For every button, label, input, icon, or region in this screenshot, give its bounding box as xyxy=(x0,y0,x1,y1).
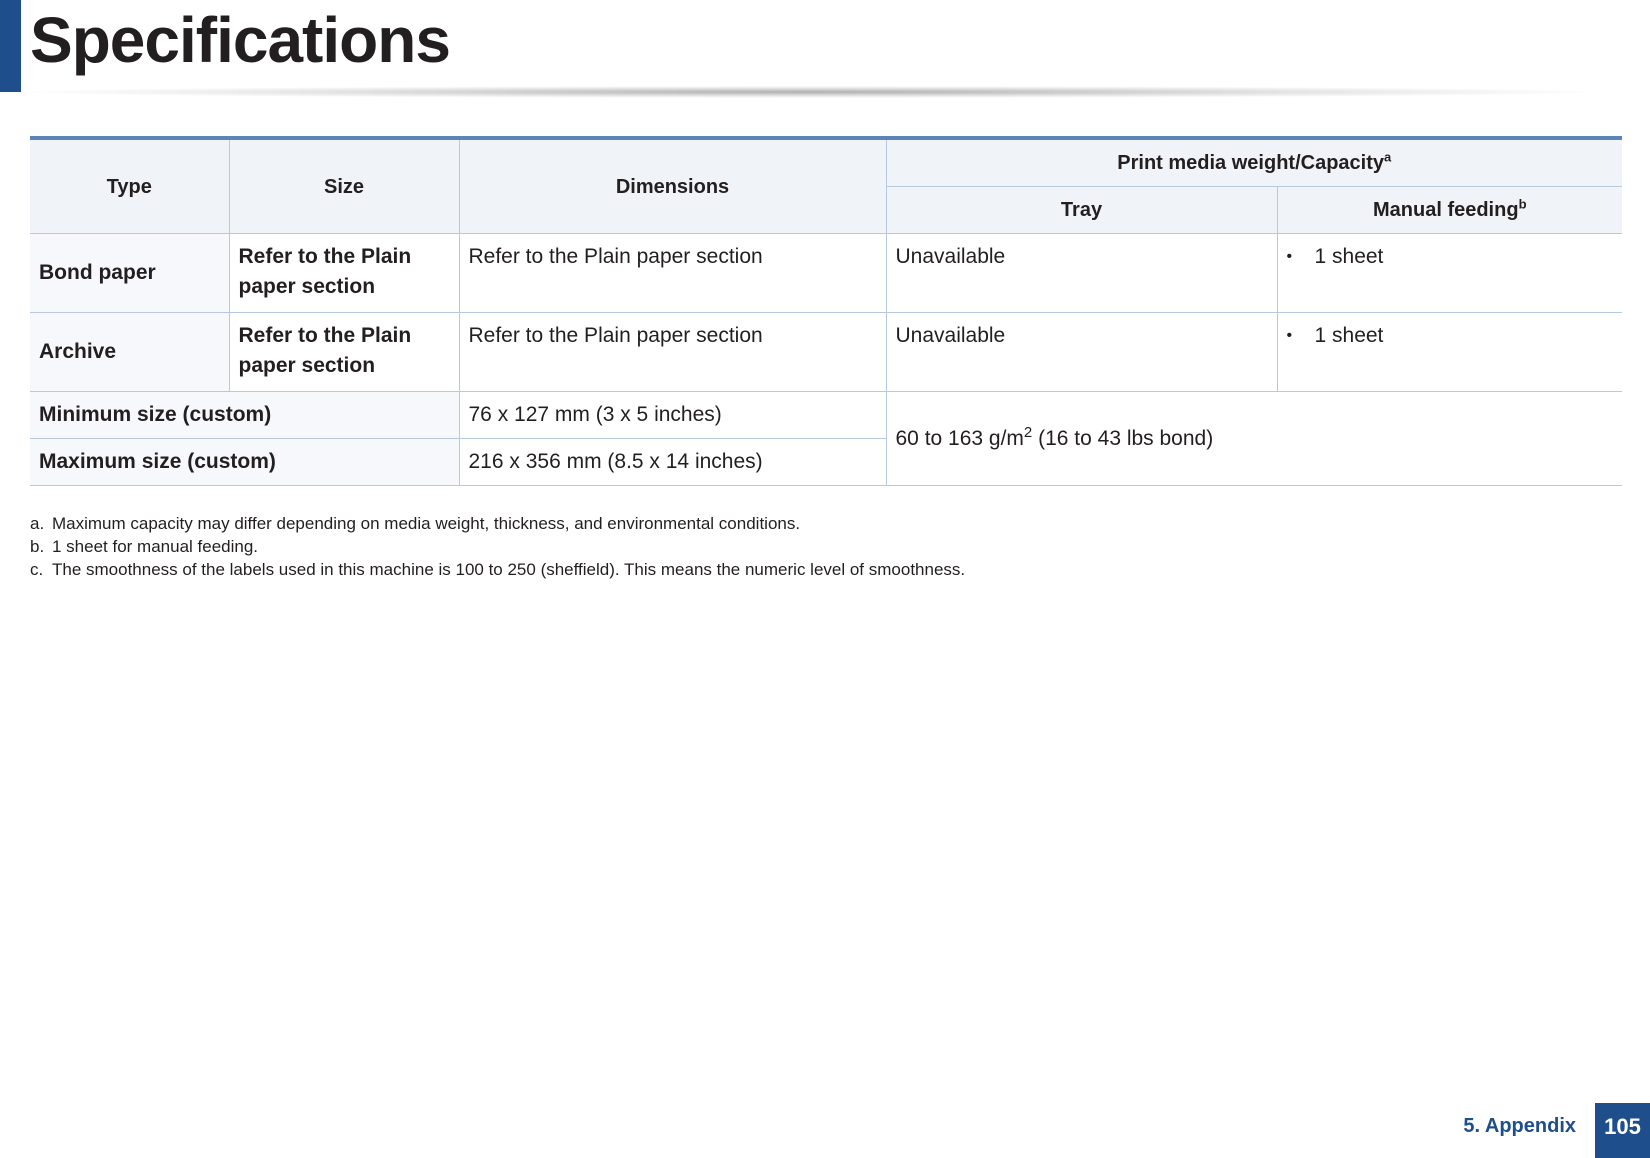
custom-weight-sup: 2 xyxy=(1023,423,1033,441)
title-divider xyxy=(30,86,1590,98)
footer-section-label: 5. Appendix xyxy=(1463,1115,1576,1137)
footnote-text: Maximum capacity may differ depending on media weight, thickness, and environmental conditions. xyxy=(52,514,801,533)
maximum-size-label: Maximum size (custom) xyxy=(30,439,459,486)
page-title: Specifications xyxy=(30,4,450,76)
row-dimensions: Refer to the Plain paper section xyxy=(459,313,886,392)
footnotes xyxy=(30,512,965,581)
footnote-letter: a. xyxy=(30,514,45,533)
row-dimensions: Refer to the Plain paper section xyxy=(459,234,886,313)
row-tray: Unavailable xyxy=(886,234,1277,313)
custom-weight-value xyxy=(886,392,1622,486)
minimum-size-label: Minimum size (custom) xyxy=(30,392,459,439)
footnote-a xyxy=(30,512,965,535)
page-number: 105 xyxy=(1595,1103,1650,1158)
footnote-text: The smoothness of the labels used in this machine is 100 to 250 (sheffield). This means the numeric level of smoothness. xyxy=(52,560,966,579)
bullet-icon: • xyxy=(1286,327,1293,344)
footnote-ref-a: a xyxy=(1384,149,1392,165)
maximum-size-value: 216 x 356 mm (8.5 x 14 inches) xyxy=(459,439,886,486)
footnote-text: 1 sheet for manual feeding. xyxy=(52,537,259,556)
row-manual-value: 1 sheet xyxy=(1314,245,1384,268)
row-size: Refer to the Plain paper section xyxy=(229,313,459,392)
row-manual-value: 1 sheet xyxy=(1314,324,1384,347)
row-size: Refer to the Plain paper section xyxy=(229,234,459,313)
custom-weight-prefix: 60 to 163 g/m xyxy=(895,426,1024,450)
footnote-letter: b. xyxy=(30,537,45,556)
header-weight-capacity-label: Print media weight/Capacity xyxy=(1117,152,1384,174)
title-accent-bar xyxy=(0,0,21,92)
custom-weight-suffix: (16 to 43 lbs bond) xyxy=(1032,426,1214,450)
row-type: Archive xyxy=(30,313,229,392)
header-manual-feeding xyxy=(1277,187,1622,234)
header-tray: Tray xyxy=(886,187,1277,234)
footnote-b xyxy=(30,535,965,558)
header-dimensions: Dimensions xyxy=(459,138,886,234)
specifications-table xyxy=(30,136,1622,486)
table-row xyxy=(30,313,1622,392)
header-size: Size xyxy=(229,138,459,234)
row-tray: Unavailable xyxy=(886,313,1277,392)
row-type: Bond paper xyxy=(30,234,229,313)
footnote-ref-b: b xyxy=(1518,196,1527,212)
footnote-letter: c. xyxy=(30,560,44,579)
row-manual xyxy=(1277,313,1622,392)
bullet-icon: • xyxy=(1286,248,1293,265)
header-manual-feeding-label: Manual feeding xyxy=(1372,199,1519,221)
minimum-size-value: 76 x 127 mm (3 x 5 inches) xyxy=(459,392,886,439)
footnote-c xyxy=(30,558,965,581)
row-manual xyxy=(1277,234,1622,313)
table-row xyxy=(30,234,1622,313)
header-row-1 xyxy=(30,138,1622,187)
header-weight-capacity xyxy=(886,138,1622,187)
header-type: Type xyxy=(30,138,229,234)
table-row-minimum xyxy=(30,392,1622,439)
